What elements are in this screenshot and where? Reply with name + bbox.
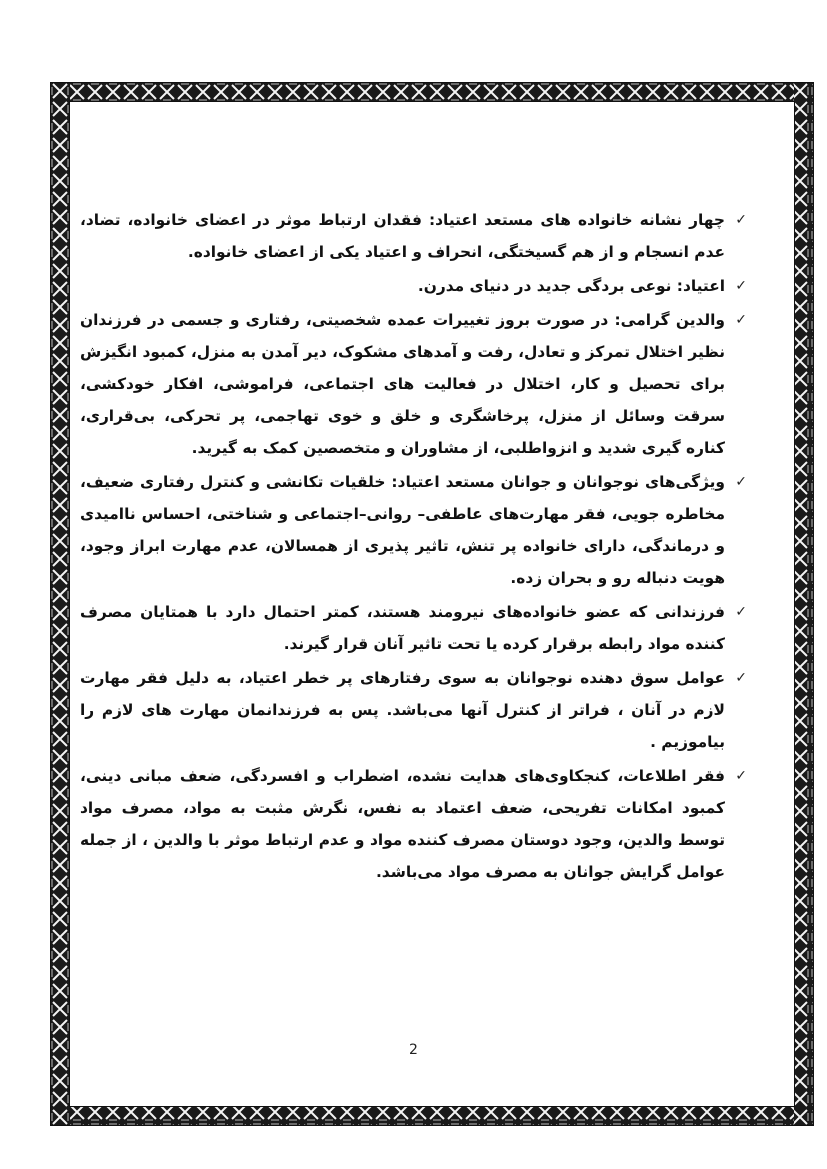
bullet-text: والدین گرامی: در صورت بروز تغییرات عمده شخصیتی، رفتاری و جسمی در فرزندان نظیر اختلال تمرکز و تعادل، رفت و آمدهای مشکوک، دیر آمدن به منزل، کمبود انگیزش برای تحصیل و کار، اختلال در فعالیت های اجتماعی، فراموشی، افکار خودکشی، سرقت وسائل از منزل، پرخاشگری و خلق و خوی تهاجمی، پر تحرکی، بی‌قراری، کناره گیری شدید و انزواطلبی، از مشاوران و متخصصین کمک به گیرید.	[80, 311, 725, 457]
list-item	[80, 204, 747, 268]
document-body	[80, 204, 747, 890]
list-item	[80, 596, 747, 660]
checkmark-icon: ✓	[735, 212, 747, 228]
bullet-list	[80, 204, 747, 888]
checkmark-icon: ✓	[735, 312, 747, 328]
checkmark-icon: ✓	[735, 670, 747, 686]
page-number: 2	[409, 1042, 418, 1058]
bullet-text: اعتیاد: نوعی بردگی جدید در دنیای مدرن.	[417, 277, 725, 295]
list-item	[80, 662, 747, 758]
list-item	[80, 270, 747, 302]
list-item	[80, 304, 747, 464]
checkmark-icon: ✓	[735, 604, 747, 620]
bullet-text: عوامل سوق دهنده نوجوانان به سوی رفتارهای پر خطر اعتیاد، به دلیل فقر مهارت لازم در آنان ، فراتر از کنترل آنها می‌باشد. پس به فرزندانمان مهارت های لازم را بیاموزیم .	[80, 669, 725, 751]
checkmark-icon: ✓	[735, 768, 747, 784]
bullet-text: چهار نشانه خانواده های مستعد اعتیاد: فقدان ارتباط موثر در اعضای خانواده، تضاد، عدم انسجام و از هم گسیختگی، انحراف و اعتیاد یکی از اعضای خانواده.	[80, 211, 725, 261]
list-item	[80, 760, 747, 888]
bullet-text: فرزندانی که عضو خانواده‌های نیرومند هستند، کمتر احتمال دارد با همتایان مصرف کننده مواد رابطه برقرار کرده یا تحت تاثیر آنان قرار گیرند.	[80, 603, 725, 653]
list-item	[80, 466, 747, 594]
bullet-text: فقر اطلاعات، کنجکاوی‌های هدایت نشده، اضطراب و افسردگی، ضعف مبانی دینی، کمبود امکانات تفریحی، ضعف اعتماد به نفس، نگرش مثبت به مواد، مصرف مواد توسط والدین، وجود دوستان مصرف کننده مواد و عدم ارتباط موثر با والدین ، از جمله عوامل گرایش جوانان به مصرف مواد می‌باشد.	[80, 767, 725, 881]
bullet-text: ویژگی‌های نوجوانان و جوانان مستعد اعتیاد: خلقیات تکانشی و کنترل رفتاری ضعیف، مخاطره جویی، فقر مهارت‌های عاطفی– روانی–اجتماعی و شناختی، احساس ناامیدی و درماندگی، دارای خانواده پر تنش، تاثیر پذیری از همسالان، عدم مهارت ابراز وجود، هویت دنباله رو و بحران زده.	[80, 473, 725, 587]
checkmark-icon: ✓	[735, 474, 747, 490]
checkmark-icon: ✓	[735, 278, 747, 294]
